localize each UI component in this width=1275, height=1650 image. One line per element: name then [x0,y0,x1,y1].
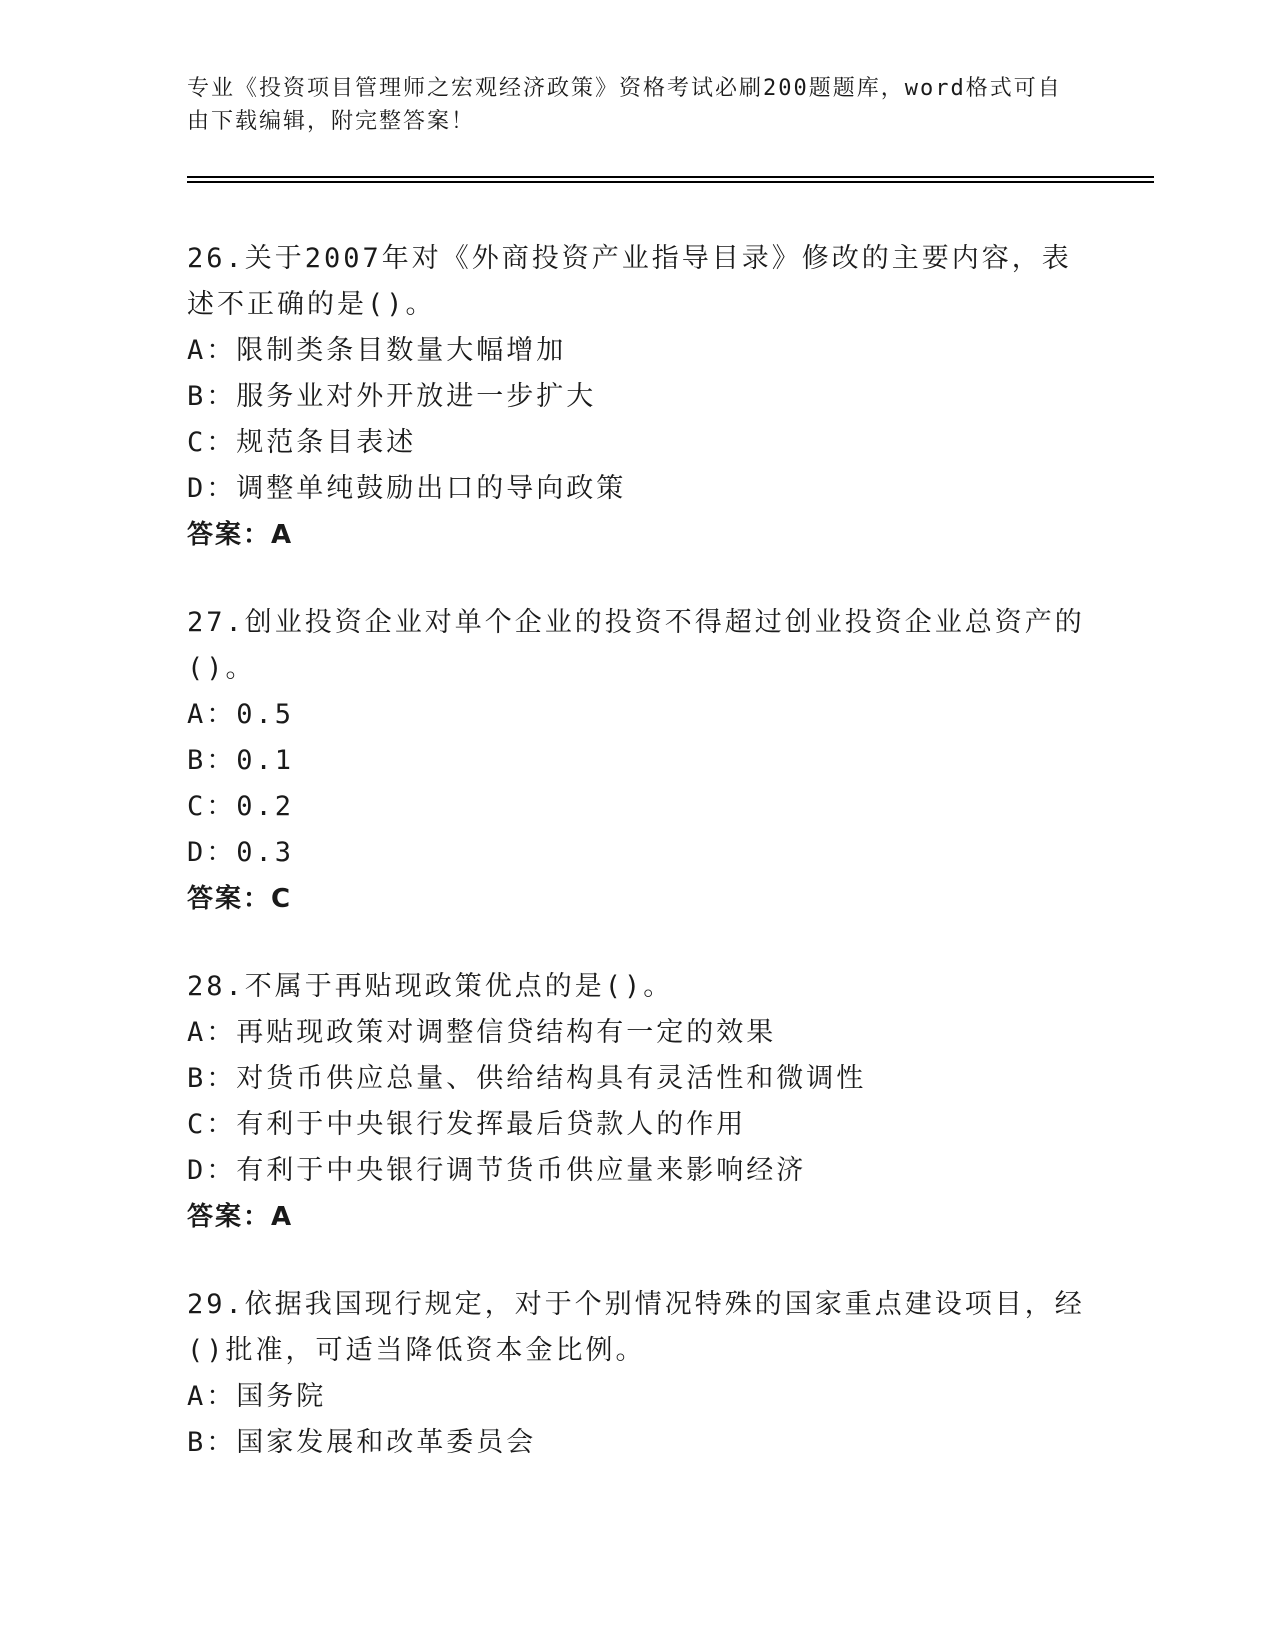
option-text: 国家发展和改革委员会 [236,1427,537,1458]
header-divider-top [187,176,1154,178]
option-letter: A： [187,1381,237,1412]
question-27 [187,600,1087,922]
header-divider-bottom [187,181,1154,183]
option-d [187,830,1087,876]
option-letter: C： [187,427,237,458]
option-text: 调整单纯鼓励出口的导向政策 [236,473,627,504]
answer-line: 答案：C [187,884,293,914]
option-c [187,420,1087,466]
option-letter: D： [187,837,237,868]
option-text: 0.1 [236,745,295,776]
option-text: 规范条目表述 [236,427,417,458]
option-letter: B： [187,1427,237,1458]
option-text: 0.3 [236,837,295,868]
option-letter: A： [187,1017,237,1048]
option-text: 有利于中央银行发挥最后贷款人的作用 [236,1109,747,1140]
question-29 [187,1282,1087,1466]
option-text: 对货币供应总量、供给结构具有灵活性和微调性 [236,1063,867,1094]
option-c [187,784,1087,830]
option-c [187,1102,1087,1148]
option-letter: A： [187,335,237,366]
option-text: 服务业对外开放进一步扩大 [236,381,597,412]
option-text: 0.5 [236,699,295,730]
option-text: 有利于中央银行调节货币供应量来影响经济 [236,1155,807,1186]
option-a [187,1010,1087,1056]
option-letter: C： [187,1109,237,1140]
option-d [187,1148,1087,1194]
option-letter: D： [187,473,237,504]
option-text: 国务院 [236,1381,327,1412]
option-text: 0.2 [236,791,295,822]
option-letter: A： [187,699,237,730]
option-b [187,374,1087,420]
option-b [187,738,1087,784]
option-d [187,466,1087,512]
option-letter: B： [187,1063,237,1094]
option-a [187,692,1087,738]
question-26 [187,236,1087,558]
question-stem: 27.创业投资企业对单个企业的投资不得超过创业投资企业总资产的()。 [187,607,1085,684]
option-letter: B： [187,745,237,776]
answer-line: 答案：A [187,1202,294,1232]
answer-line: 答案：A [187,520,294,550]
option-b [187,1056,1087,1102]
option-a [187,328,1087,374]
question-stem: 26.关于2007年对《外商投资产业指导目录》修改的主要内容，表述不正确的是()。 [187,243,1072,320]
question-list [187,236,1087,1508]
option-letter: B： [187,381,237,412]
option-letter: D： [187,1155,237,1186]
question-stem: 28.不属于再贴现政策优点的是()。 [187,971,674,1002]
option-a [187,1374,1087,1420]
option-text: 限制类条目数量大幅增加 [236,335,567,366]
option-b [187,1420,1087,1466]
option-letter: C： [187,791,237,822]
question-28 [187,964,1087,1240]
document-header: 专业《投资项目管理师之宏观经济政策》资格考试必刷200题题库，word格式可自由下载编辑，附完整答案！ [187,76,1062,134]
question-stem: 29.依据我国现行规定，对于个别情况特殊的国家重点建设项目，经()批准，可适当降低资本金比例。 [187,1289,1085,1366]
option-text: 再贴现政策对调整信贷结构有一定的效果 [236,1017,777,1048]
